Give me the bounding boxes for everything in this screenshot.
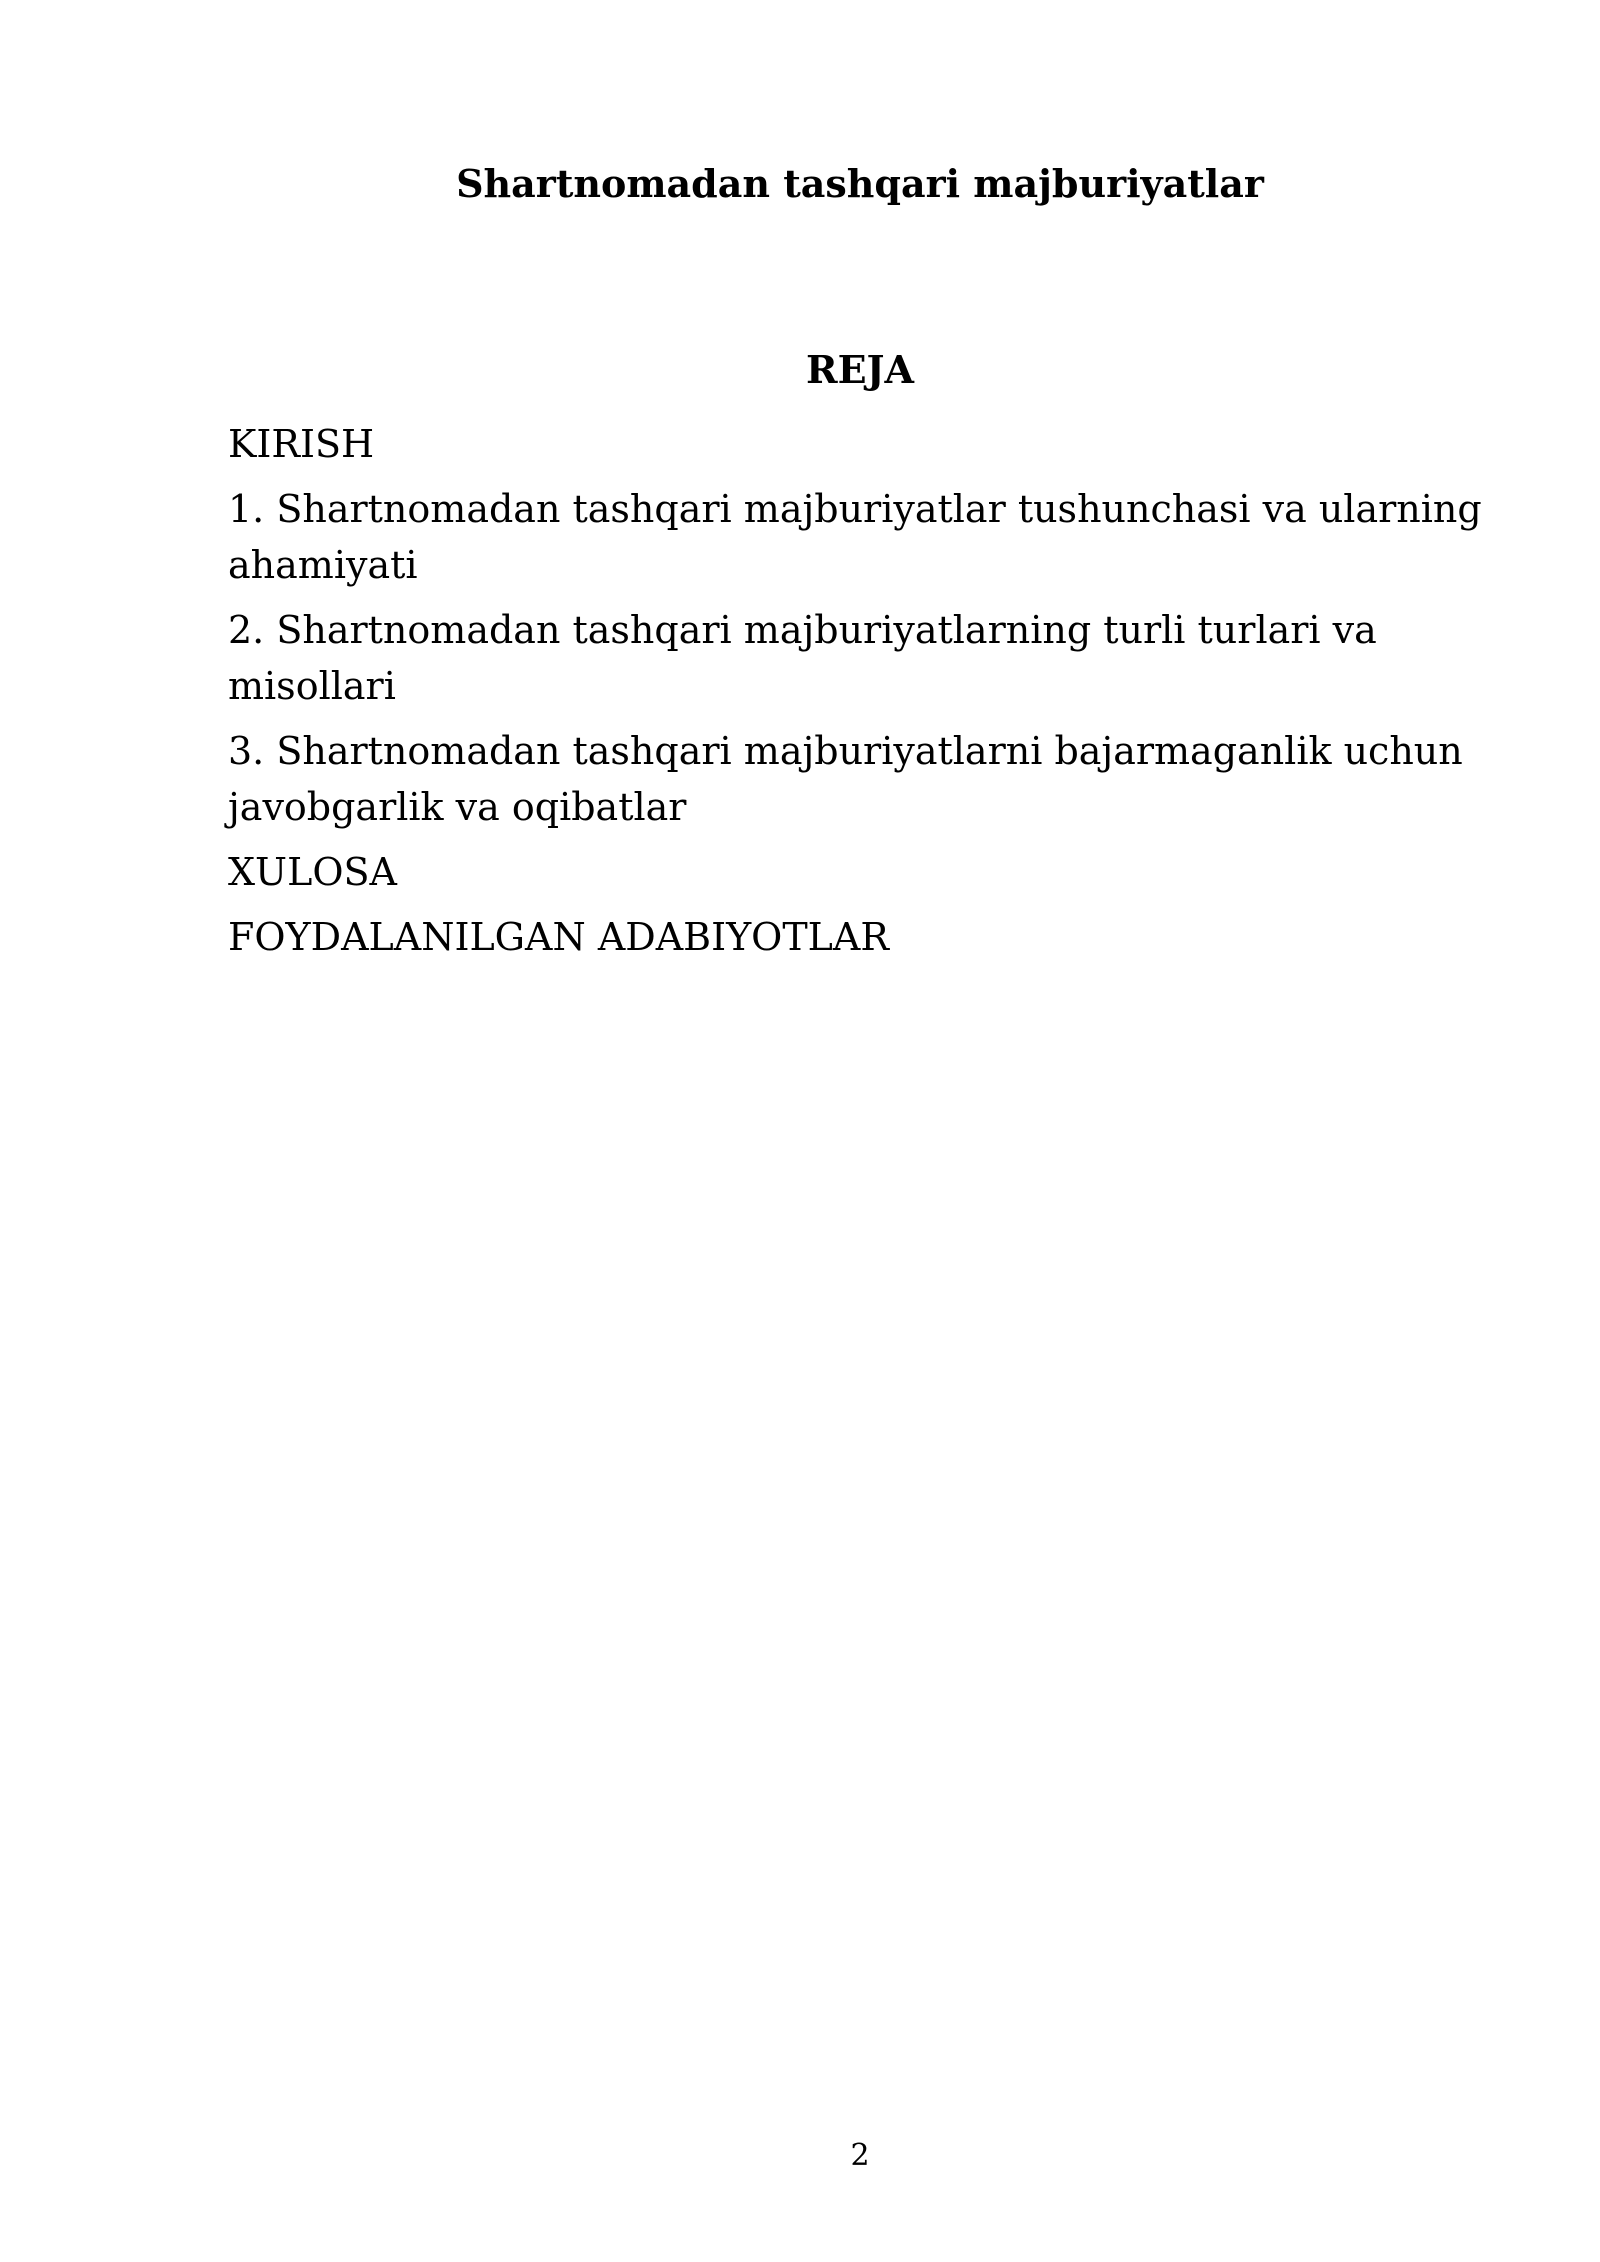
page-number: 2 — [850, 2138, 870, 2173]
plan-item-conclusion: XULOSA — [228, 850, 397, 894]
plan-item-3: 3. Shartnomadan tashqari majburiyatlarni bajarmaganlik uchun javobgarlik va oqibatlar — [228, 729, 1463, 829]
plan-item-references: FOYDALANILGAN ADABIYOTLAR — [228, 915, 889, 959]
document-title: Shartnomadan tashqari majburiyatlar — [456, 161, 1264, 206]
plan-heading: REJA — [805, 347, 914, 392]
plan-item-introduction: KIRISH — [228, 422, 375, 466]
plan-item-2: 2. Shartnomadan tashqari majburiyatlarning turli turlari va misollari — [228, 608, 1377, 708]
plan-item-1: 1. Shartnomadan tashqari majburiyatlar tushunchasi va ularning ahamiyati — [228, 487, 1482, 587]
plan-list — [228, 416, 1488, 974]
